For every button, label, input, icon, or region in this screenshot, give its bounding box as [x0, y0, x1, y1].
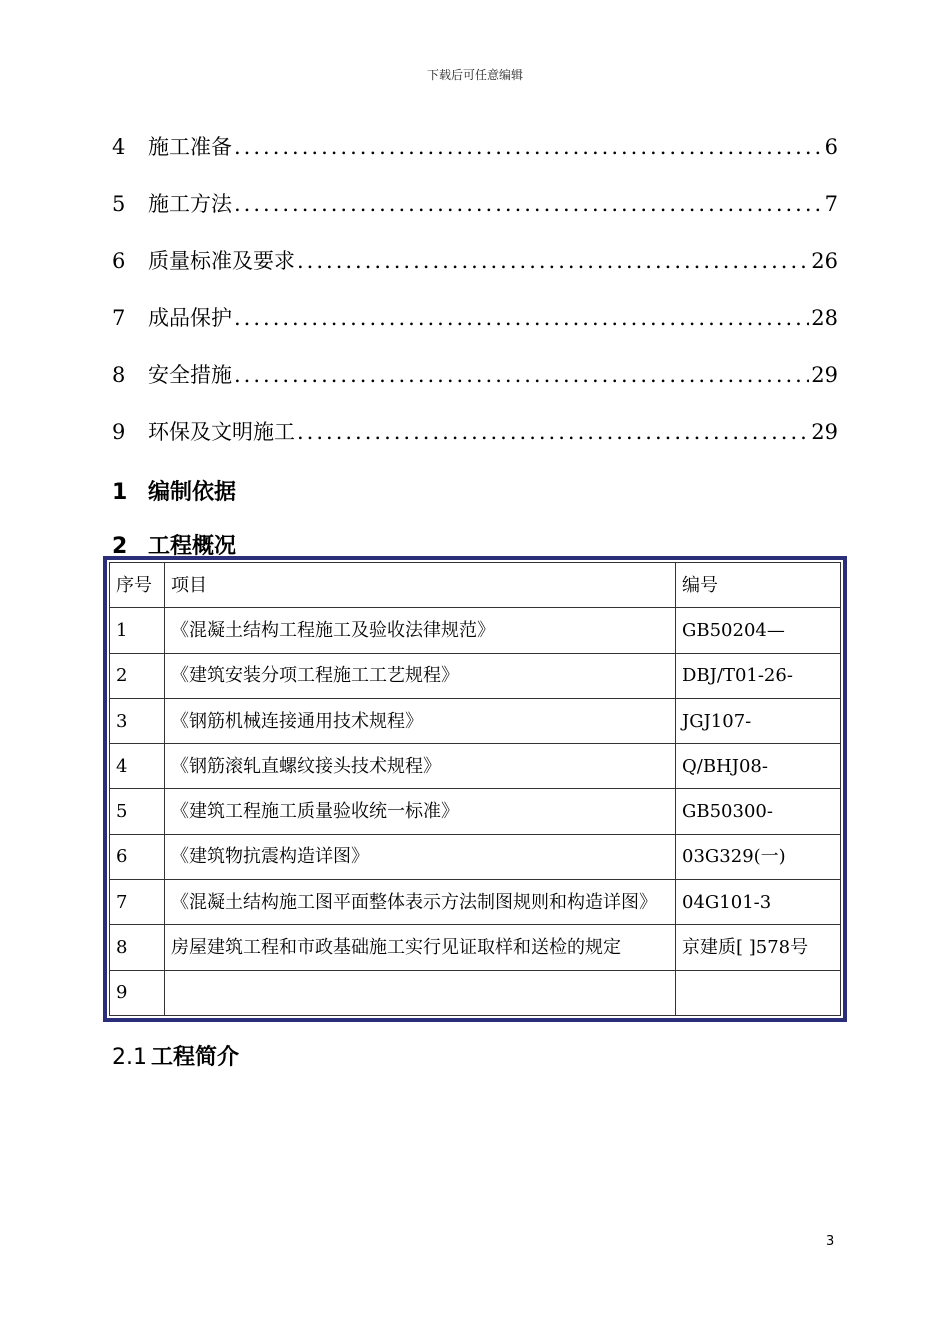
- toc-number: 8: [112, 363, 126, 387]
- table-cell: 《建筑安装分项工程施工工艺规程》: [165, 653, 676, 698]
- table-cell: 04G101-3: [676, 880, 841, 925]
- table-row: [110, 653, 841, 698]
- toc-number: 5: [112, 192, 126, 216]
- toc-number: 4: [112, 135, 126, 159]
- table-cell: Q/BHJ08-: [676, 744, 841, 789]
- toc-leader: [234, 363, 809, 387]
- table-cell: 房屋建筑工程和市政基础施工实行见证取样和送检的规定: [165, 925, 676, 970]
- table-cell: 《钢筋滚轧直螺纹接头技术规程》: [165, 744, 676, 789]
- table-row: [110, 880, 841, 925]
- header-cell: 项目: [165, 563, 676, 608]
- table-cell: JGJ107-: [676, 698, 841, 743]
- table-row: [110, 744, 841, 789]
- toc-title: 成品保护: [148, 306, 232, 330]
- toc-page: 7: [824, 192, 838, 216]
- table-cell: DBJ/T01-26-: [676, 653, 841, 698]
- section-title: 编制依据: [148, 480, 237, 505]
- toc-page: 29: [811, 420, 838, 444]
- table-cell: 9: [110, 970, 165, 1015]
- section-number: 2: [112, 534, 128, 559]
- toc-title: 安全措施: [148, 363, 232, 387]
- toc-title: 施工准备: [148, 135, 232, 159]
- section-number: 1: [112, 480, 128, 505]
- toc-leader: [297, 420, 809, 444]
- section-title: 工程概况: [148, 534, 237, 559]
- table-of-contents: [112, 131, 838, 473]
- table-row: [110, 789, 841, 834]
- toc-leader: [234, 192, 823, 216]
- toc-leader: [234, 135, 823, 159]
- header-cell: 编号: [676, 563, 841, 608]
- table-cell: [676, 970, 841, 1015]
- table-row: [110, 925, 841, 970]
- standards-table: [109, 562, 841, 1016]
- table-cell: 8: [110, 925, 165, 970]
- table-cell: 2: [110, 653, 165, 698]
- section-heading-intro: [112, 1040, 239, 1071]
- toc-entry[interactable]: [112, 131, 838, 188]
- table-row: [110, 608, 841, 653]
- toc-entry[interactable]: [112, 188, 838, 245]
- table-cell: 6: [110, 834, 165, 879]
- toc-leader: [234, 306, 809, 330]
- toc-entry[interactable]: [112, 302, 838, 359]
- table-cell: 《混凝土结构施工图平面整体表示方法制图规则和构造详图》: [165, 880, 676, 925]
- table-cell: GB50204—: [676, 608, 841, 653]
- toc-entry[interactable]: [112, 416, 838, 473]
- table-cell: 京建质[ ]578号: [676, 925, 841, 970]
- toc-title: 质量标准及要求: [148, 249, 295, 273]
- header-cell: 序号: [110, 563, 165, 608]
- table-cell: 《建筑工程施工质量验收统一标准》: [165, 789, 676, 834]
- page-number: 3: [826, 1234, 835, 1249]
- standards-table-frame: [103, 556, 847, 1022]
- table-cell: 3: [110, 698, 165, 743]
- table-cell: 7: [110, 880, 165, 925]
- table-cell: 《建筑物抗震构造详图》: [165, 834, 676, 879]
- section-title: 工程简介: [151, 1045, 240, 1070]
- toc-entry[interactable]: [112, 359, 838, 416]
- table-cell: [165, 970, 676, 1015]
- table-cell: 1: [110, 608, 165, 653]
- table-row: [110, 970, 841, 1015]
- toc-page: 6: [824, 135, 838, 159]
- toc-entry[interactable]: [112, 245, 838, 302]
- toc-leader: [297, 249, 809, 273]
- table-row: [110, 698, 841, 743]
- section-number: 2.1: [112, 1045, 147, 1070]
- table-cell: 4: [110, 744, 165, 789]
- section-heading-basis: [112, 475, 236, 506]
- table-cell: 《混凝土结构工程施工及验收法律规范》: [165, 608, 676, 653]
- header-note: 下载后可任意编辑: [426, 68, 523, 82]
- toc-page: 26: [811, 249, 838, 273]
- table-cell: 《钢筋机械连接通用技术规程》: [165, 698, 676, 743]
- table-header-row: [110, 563, 841, 608]
- toc-number: 7: [112, 306, 126, 330]
- table-cell: GB50300-: [676, 789, 841, 834]
- toc-page: 29: [811, 363, 838, 387]
- toc-title: 环保及文明施工: [148, 420, 295, 444]
- table-cell: 03G329(一): [676, 834, 841, 879]
- table-cell: 5: [110, 789, 165, 834]
- table-row: [110, 834, 841, 879]
- toc-page: 28: [811, 306, 838, 330]
- toc-number: 6: [112, 249, 126, 273]
- toc-number: 9: [112, 420, 126, 444]
- toc-title: 施工方法: [148, 192, 232, 216]
